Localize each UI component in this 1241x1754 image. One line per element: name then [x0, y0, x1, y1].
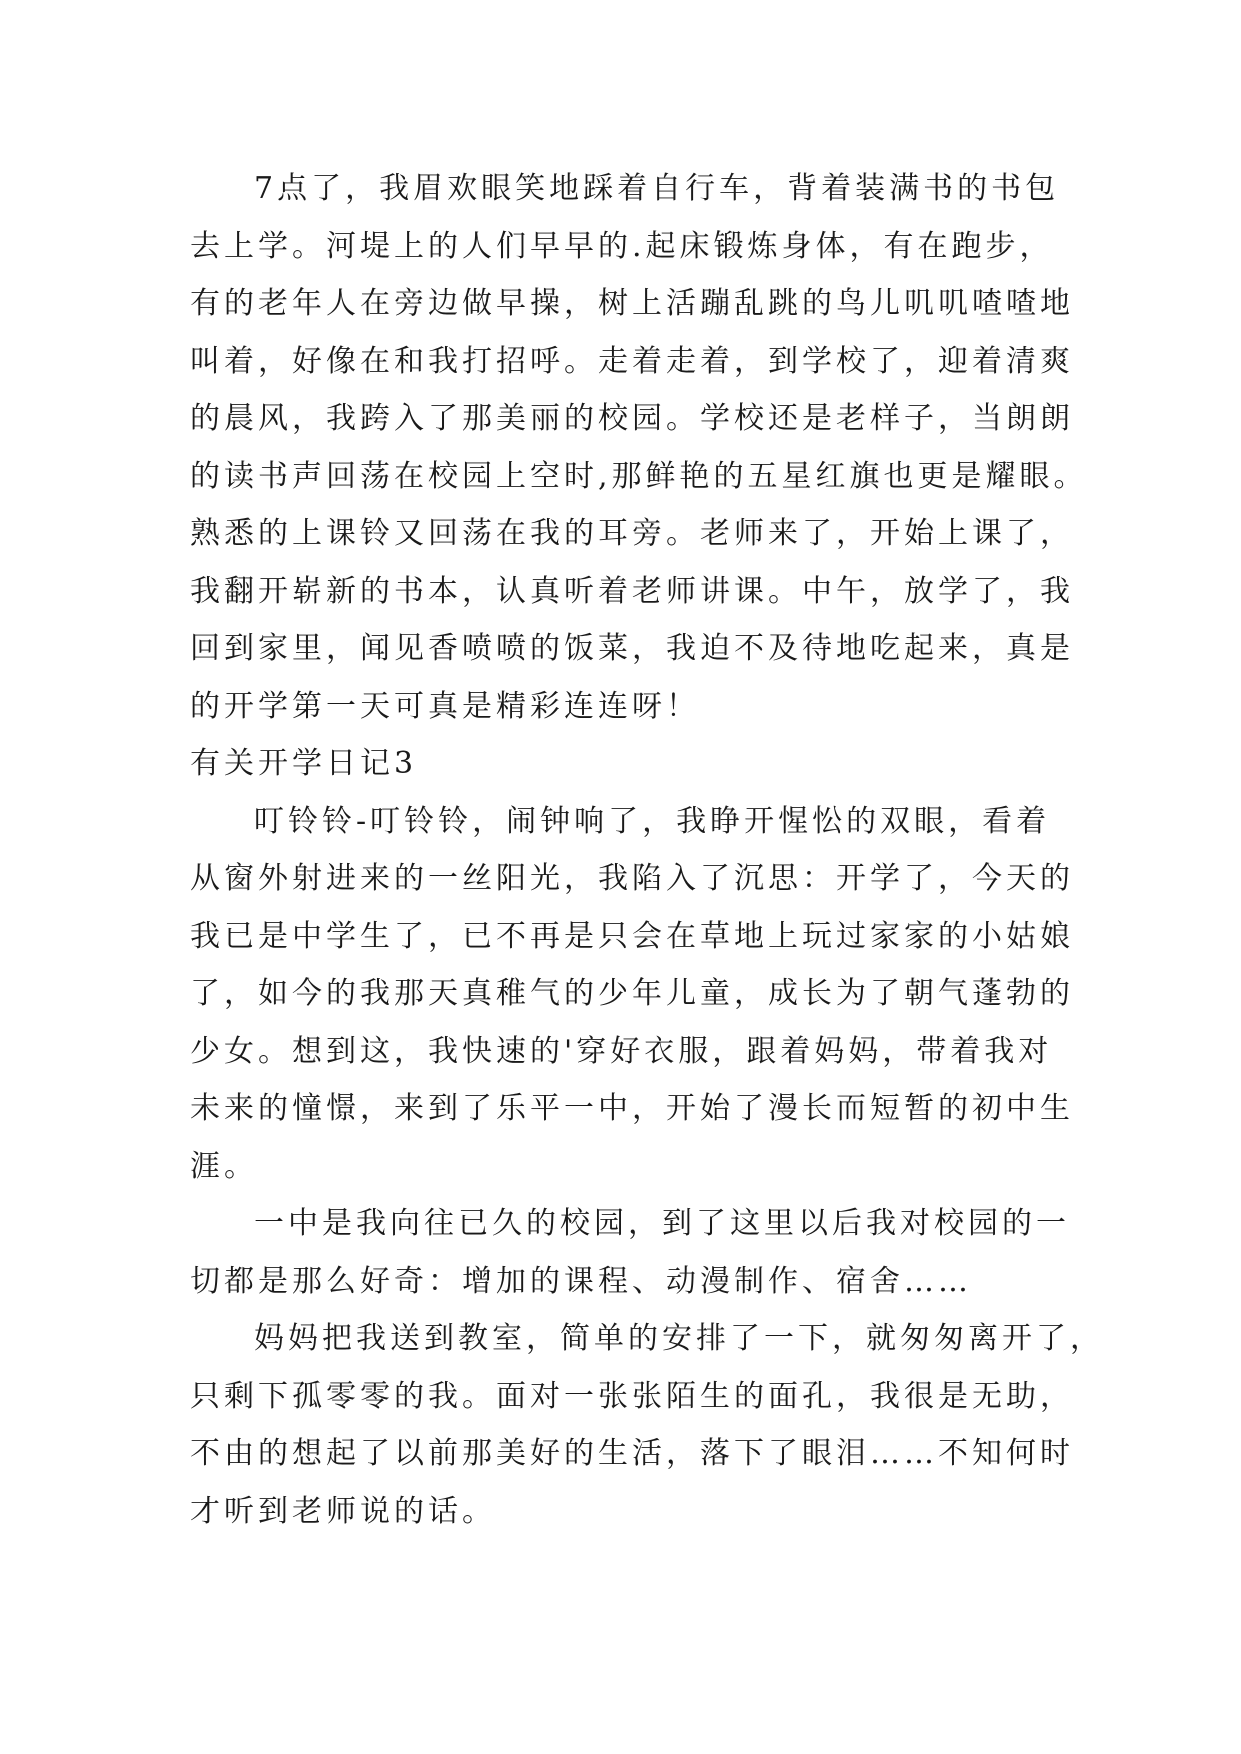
text-line: 了，如今的我那天真稚气的少年儿童，成长为了朝气蓬勃的	[190, 976, 1074, 1011]
document-page	[190, 160, 1104, 1540]
text-line: 一中是我向往已久的校园，到了这里以后我对校园的一	[254, 1206, 1070, 1241]
text-line: 7点了，我眉欢眼笑地踩着自行车，背着装满书的书包	[254, 171, 1060, 206]
text-line: 的晨风，我跨入了那美丽的校园。学校还是老样子，当朗朗	[190, 401, 1074, 436]
text-line: 有的老年人在旁边做早操，树上活蹦乱跳的鸟儿叽叽喳喳地	[190, 286, 1074, 321]
text-line: 涯。	[190, 1148, 258, 1184]
section-heading: 有关开学日记3	[190, 746, 418, 781]
text-line: 去上学。河堤上的人们早早的.起床锻炼身体，有在跑步，	[190, 228, 1054, 264]
text-line: 叫着，好像在和我打招呼。走着走着，到学校了，迎着清爽	[190, 343, 1074, 379]
text-line: 未来的憧憬，来到了乐平一中，开始了漫长而短暂的初中生	[190, 1091, 1074, 1126]
text-line: 切都是那么好奇：增加的课程、动漫制作、宿舍……	[190, 1263, 972, 1299]
text-line: 的开学第一天可真是精彩连连呀！	[190, 688, 700, 724]
text-line: 熟悉的上课铃又回荡在我的耳旁。老师来了，开始上课了，	[190, 516, 1074, 551]
text-line: 才听到老师说的话。	[190, 1493, 496, 1529]
text-line: 妈妈把我送到教室，简单的安排了一下，就匆匆离开了，	[254, 1321, 1104, 1356]
text-line: 叮铃铃-叮铃铃，闹钟响了，我睁开惺忪的双眼，看着	[254, 803, 1051, 839]
text-line: 我已是中学生了，已不再是只会在草地上玩过家家的小姑娘	[190, 918, 1074, 954]
text-line: 不由的想起了以前那美好的生活，落下了眼泪……不知何时	[190, 1436, 1074, 1471]
text-line: 的读书声回荡在校园上空时,那鲜艳的五星红旗也更是耀眼。	[190, 458, 1088, 494]
text-line: 我翻开崭新的书本，认真听着老师讲课。中午，放学了，我	[190, 573, 1074, 609]
text-line: 少女。想到这，我快速的'穿好衣服，跟着妈妈，带着我对	[190, 1033, 1053, 1069]
text-line: 从窗外射进来的一丝阳光，我陷入了沉思：开学了，今天的	[190, 861, 1074, 896]
text-line: 只剩下孤零零的我。面对一张张陌生的面孔，我很是无助，	[190, 1378, 1074, 1414]
text-line: 回到家里，闻见香喷喷的饭菜，我迫不及待地吃起来，真是	[190, 631, 1074, 666]
